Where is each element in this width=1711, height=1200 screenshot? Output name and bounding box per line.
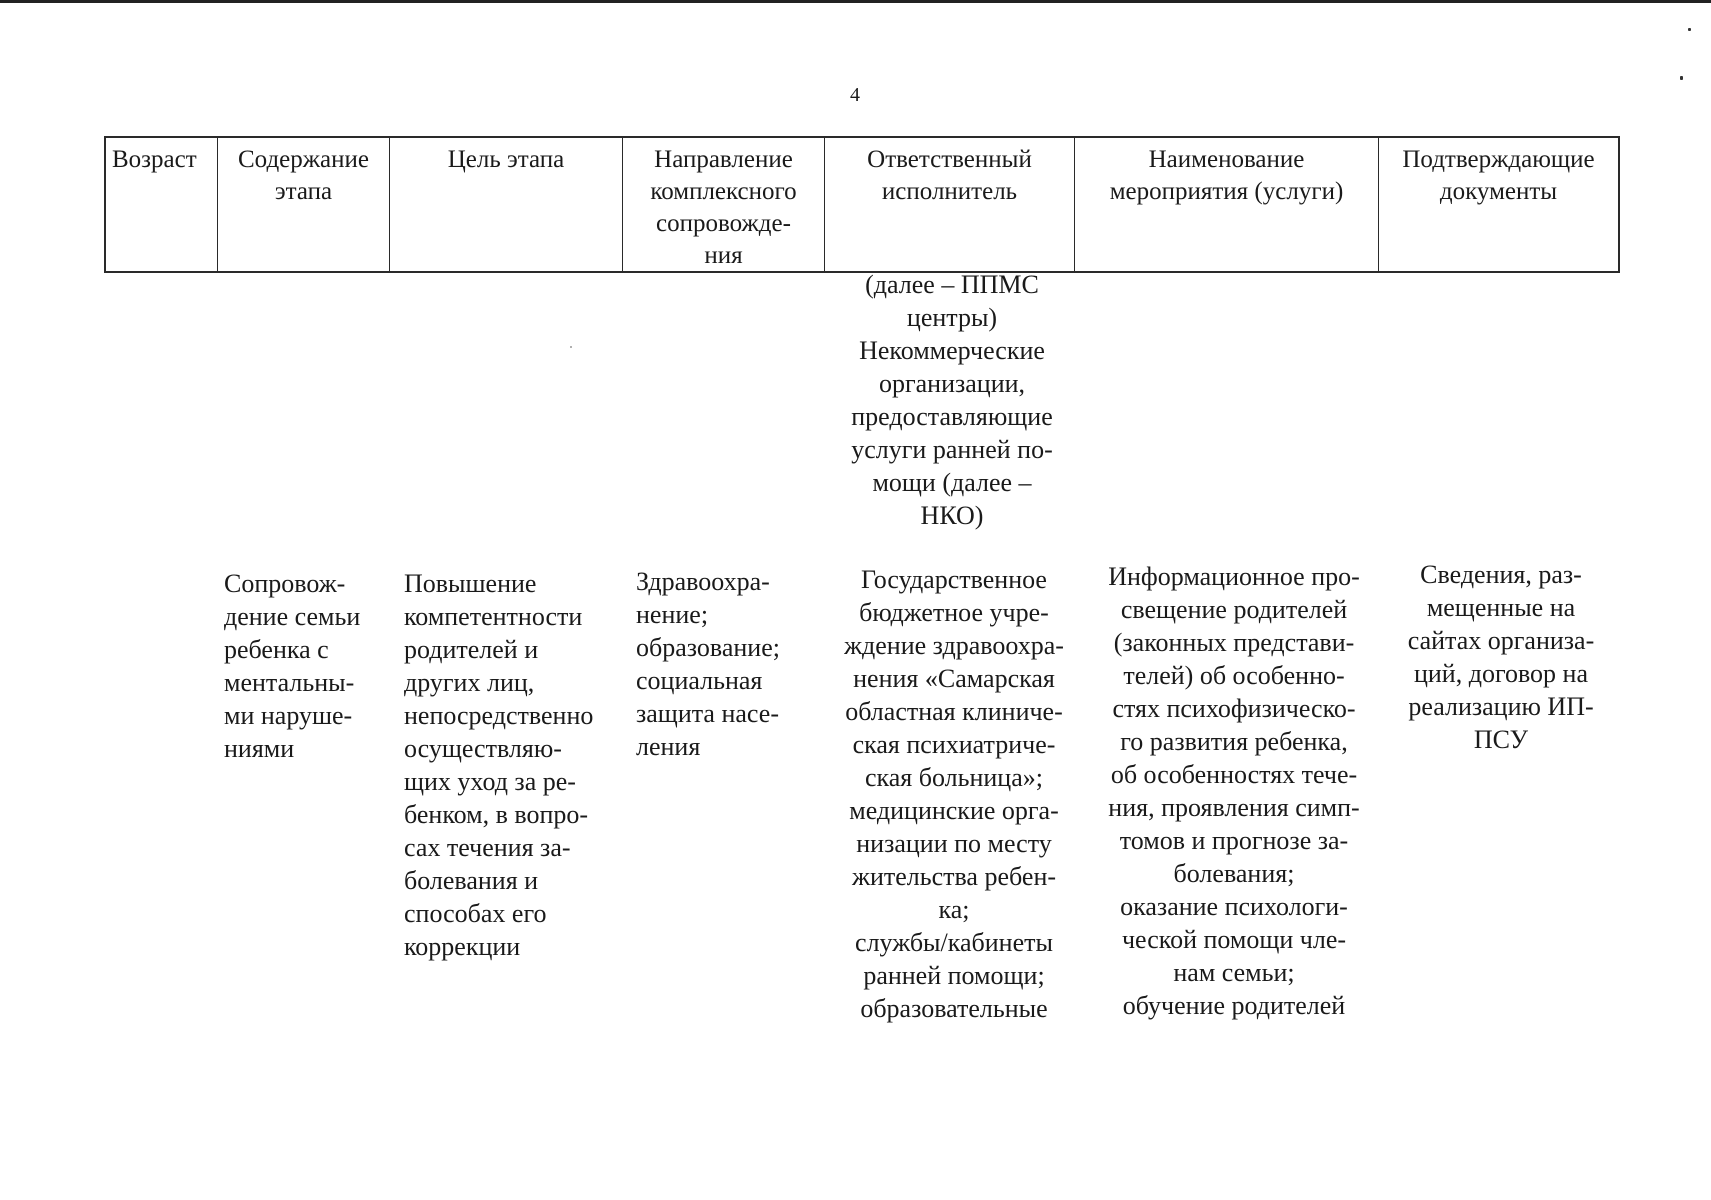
row-event: Информационное про- свещение родителей (законных представи- телей) об особенно- стях психофизическо- го развития ребенка, об особенностях тече- ния, проявления симп- томов и прогнозе за- болевания; оказание психологи- ческой помощи чле- нам семьи; обучение родителей	[1108, 562, 1360, 1020]
scan-speck	[1688, 28, 1691, 31]
row-documents: Сведения, раз- мещенные на сайтах организа- ций, договор на реализацию ИП- ПСУ	[1407, 560, 1595, 754]
header-documents: Подтверждающие документы	[1402, 146, 1595, 205]
header-event: Наименование мероприятия (услуги)	[1075, 138, 1379, 272]
header-goal: Цель этапа	[390, 138, 623, 272]
header-responsible: Ответственный исполнитель	[825, 138, 1075, 272]
table-header	[104, 136, 1620, 273]
row-content: Сопровож- дение семьи ребенка с ментальны- ми наруше- ниями	[224, 569, 361, 763]
row-direction: Здравоохра- нение; образование; социальная защита насе- ления	[636, 567, 780, 761]
page-number: 4	[850, 84, 860, 106]
header-direction: Направление комплексного сопровожде- ния	[623, 138, 825, 272]
scan-speck	[570, 346, 572, 348]
row-goal: Повышение компетентности родителей и других лиц, непосредственно осуществляю- щих уход за ре- бенком, в вопро- сах течения за- болевания и способах его коррекции	[404, 569, 594, 961]
header-content: Содержание этапа	[218, 138, 390, 272]
scan-speck	[1680, 76, 1683, 80]
row-responsible: Государственное бюджетное учре- ждение здравоохра- нения «Самарская областная клиниче- ская психиатриче- ская больница»; медицинские орга- низации по месту жительства ребен- ка; службы/кабинеты ранней помощи; образовательные	[844, 565, 1064, 1023]
header-age: Возраст	[106, 138, 218, 272]
scan-edge	[0, 0, 1711, 3]
continuation-responsible: (далее – ППМС центры) Некоммерческие организации, предоставляющие услуги ранней по- мощи (далее – НКО)	[851, 270, 1053, 530]
